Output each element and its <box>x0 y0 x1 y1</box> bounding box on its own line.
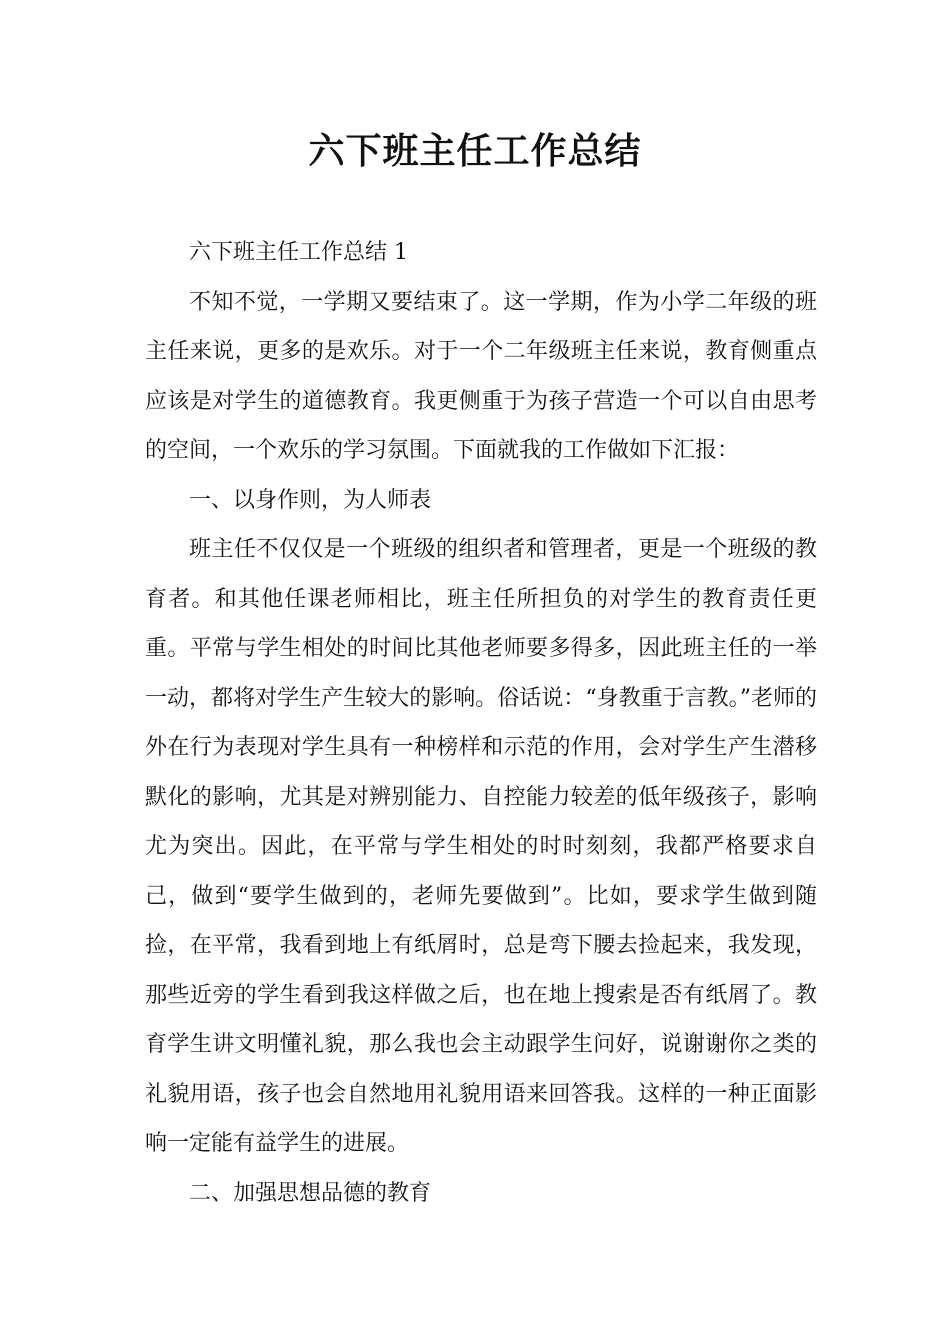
section-subtitle: 六下班主任工作总结 1 <box>189 240 408 265</box>
section-1-paragraph: 班主任不仅仅是一个班级的组织者和管理者，更是一个班级的教育者。和其他任课老师相比，班主任所担负的对学生的教育责任更重。平常与学生相处的时间比其他老师要多得多，因此班主任的一举一动，都将对学生产生较大的影响。俗话说：“身教重于言教。”老师的外在行为表现对学生具有一种榜样和示范的作用，会对学生产生潜移默化的影响，尤其是对辨别能力、自控能力较差的低年级孩子，影响尤为突出。因此，在平常与学生相处的时时刻刻，我都严格要求自己，做到“要学生做到的，老师先要做到”。比如，要求学生做到随捡，在平常，我看到地上有纸屑时，总是弯下腰去捡起来，我发现，那些近旁的学生看到我这样做之后，也在地上搜索是否有纸屑了。教育学生讲文明懂礼貌，那么我也会主动跟学生问好，说谢谢你之类的礼貌用语，孩子也会自然地用礼貌用语来回答我。这样的一种正面影响一定能有益学生的进展。 <box>145 537 817 1156</box>
section-heading-1: 一、以身作则，为人师表 <box>189 487 432 513</box>
intro-paragraph: 不知不觉，一学期又要结束了。这一学期，作为小学二年级的班主任来说，更多的是欢乐。对于一个二年级班主任来说，教育侧重点应该是对学生的道德教育。我更侧重于为孩子营造一个可以自由思考的空间，一个欢乐的学习氛围。下面就我的工作做如下汇报： <box>145 289 817 463</box>
document-body <box>145 228 817 1218</box>
section-heading-2: 二、加强思想品德的教育 <box>189 1180 432 1206</box>
document-title: 六下班主任工作总结 <box>308 131 642 172</box>
